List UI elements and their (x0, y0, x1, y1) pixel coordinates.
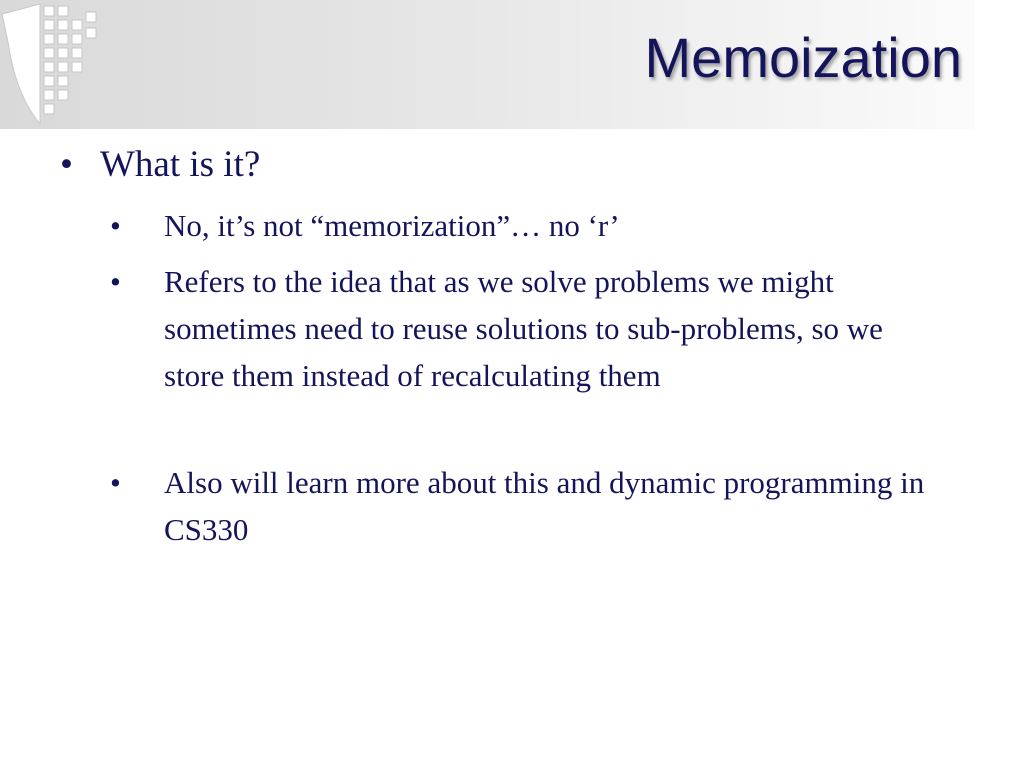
sub-bullet-item (110, 258, 940, 399)
sub-bullet-text: Refers to the idea that as we solve problems we might sometimes need to reuse solutions to sub-problems, so we store them instead of recalculating them (164, 264, 883, 393)
sub-bullet-text: No, it’s not “memorization”… no ‘r’ (164, 208, 620, 243)
sub-bullet-item (110, 459, 940, 553)
sub-bullet-item (110, 202, 940, 249)
bullet-text: What is it? (100, 144, 261, 185)
sub-bullet-marker: • (110, 208, 121, 243)
sub-bullet-text: Also will learn more about this and dynamic programming in CS330 (164, 465, 925, 547)
bullet-marker: • (60, 144, 73, 185)
sub-bullet-marker: • (110, 264, 121, 299)
sub-bullet-marker: • (110, 465, 121, 500)
slide-title: Memoization (644, 26, 962, 89)
